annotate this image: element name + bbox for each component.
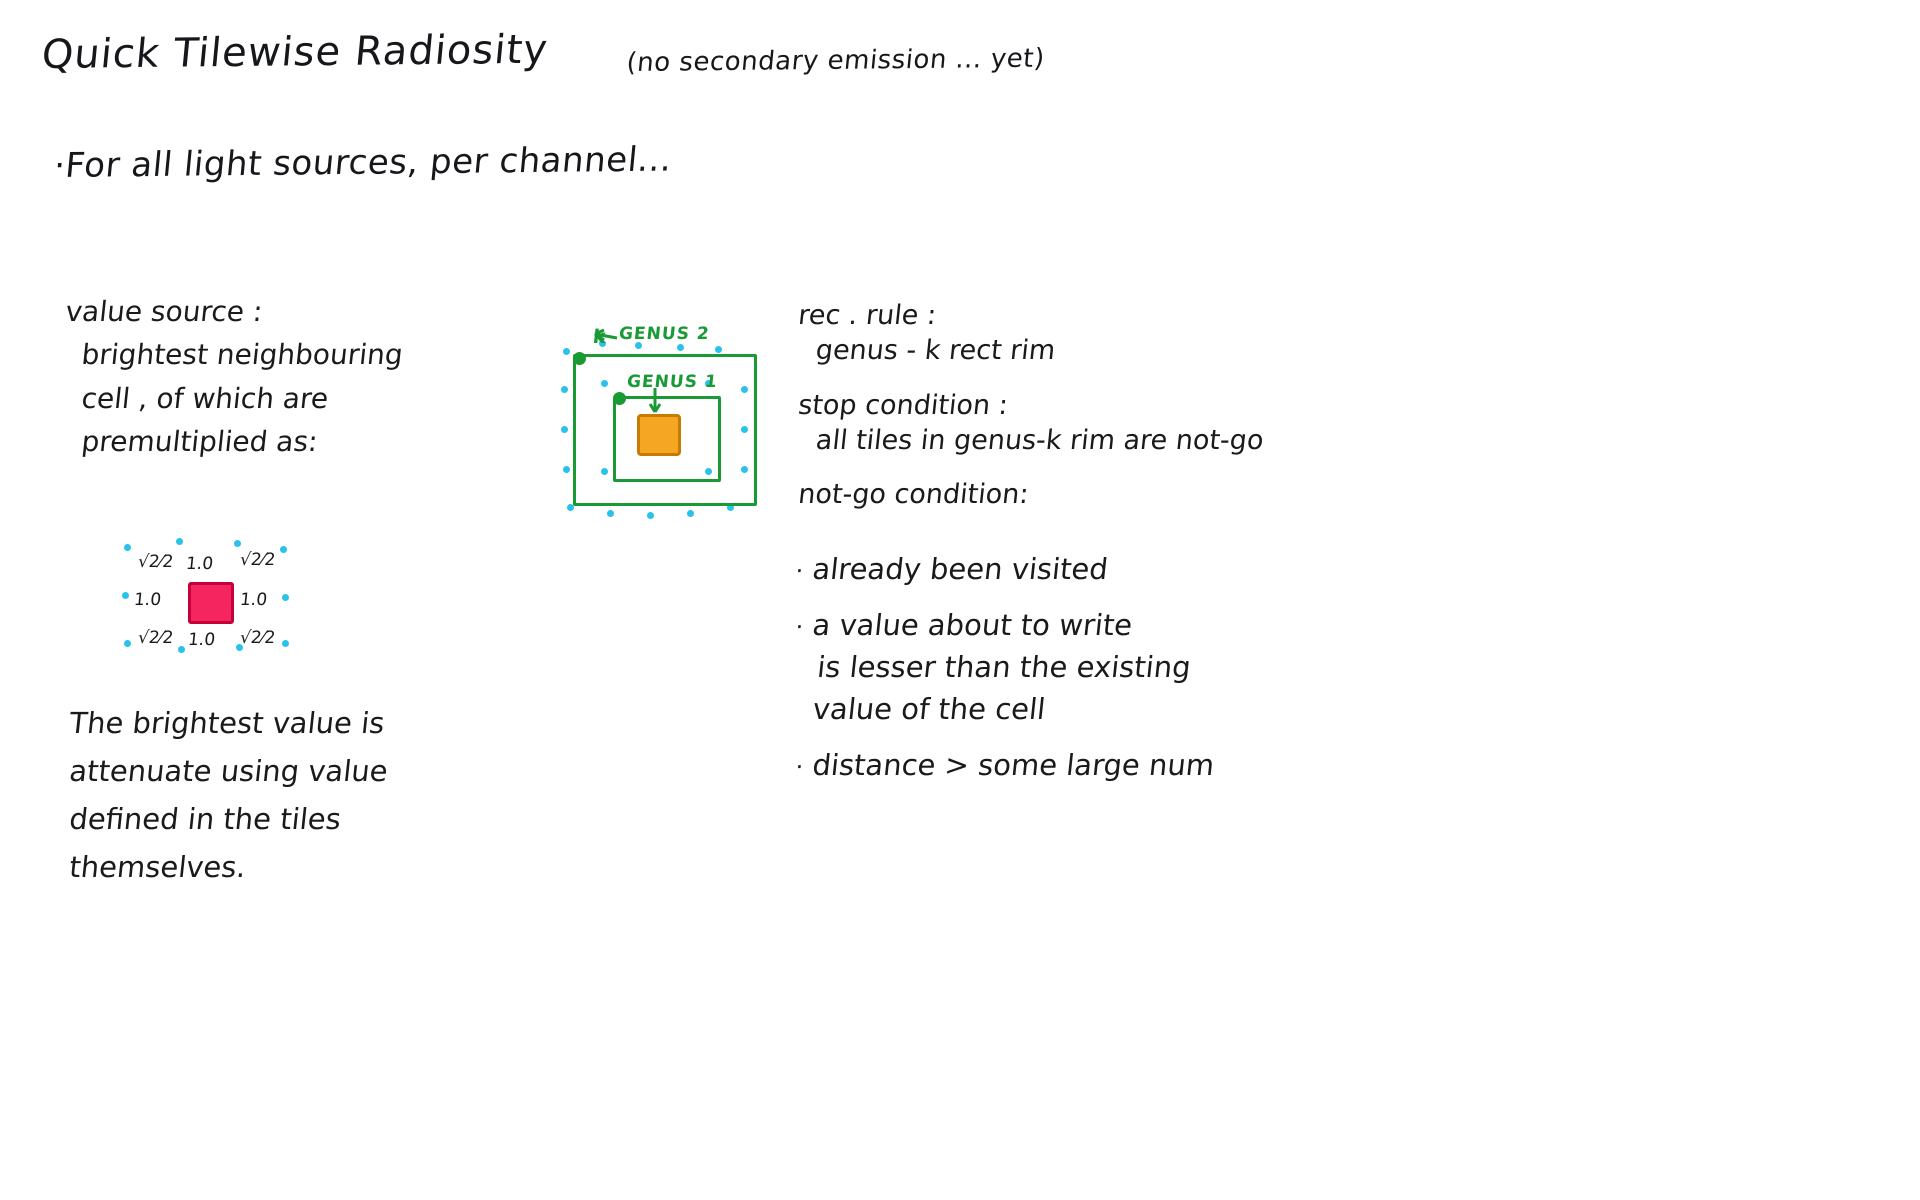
rec-rule-line: genus - k rect rim (814, 335, 1057, 366)
weight-se: √2⁄2 (238, 628, 277, 648)
page-title-parenthetical: (no secondary emission ... yet) (625, 43, 1047, 78)
k-arrow-label: k (591, 326, 607, 348)
cyan-dot (280, 546, 287, 553)
genus-2-anchor-dot (573, 352, 586, 365)
list-item (785, 604, 1458, 730)
list-item-text: distance > some large num (810, 748, 1216, 783)
genus-2-label: GENUS 2 (617, 324, 711, 344)
premultiplied-weights-diagram (130, 548, 290, 658)
cyan-dot (563, 466, 570, 473)
rules-block (796, 282, 1440, 510)
weight-nw: √2⁄2 (136, 552, 175, 572)
genus-1-anchor-dot (613, 392, 626, 405)
list-item (794, 548, 1458, 590)
cyan-dot (607, 510, 614, 517)
weight-sw: √2⁄2 (136, 628, 175, 648)
bullet-dot: · (794, 557, 805, 585)
page-title: Quick Tilewise Radiosity (39, 26, 551, 78)
value-source-heading: value source : (64, 295, 265, 328)
weight-w: 1.0 (132, 590, 163, 610)
cyan-dot (687, 510, 694, 517)
list-item-text-cont-1: is lesser than the existing (815, 650, 1193, 685)
paragraph-line-3: defined in the tiles (67, 801, 343, 836)
cyan-dot (563, 348, 570, 355)
cyan-dot (561, 386, 568, 393)
cyan-dot (282, 594, 289, 601)
value-source-line-3: premultiplied as: (80, 425, 320, 459)
cyan-dot (124, 640, 131, 647)
cyan-dot (561, 426, 568, 433)
value-source-block (64, 290, 488, 464)
paragraph-line-1: The brightest value is (67, 706, 387, 740)
list-item (794, 744, 1458, 786)
genus-rim-diagram (555, 320, 775, 540)
not-go-condition-list (794, 548, 1458, 800)
cyan-dot (122, 592, 129, 599)
center-cell-red (188, 582, 234, 624)
stop-condition-heading: stop condition : (796, 389, 1010, 421)
bullet-dot: · (794, 753, 805, 782)
genus-1-label: GENUS 1 (625, 372, 719, 392)
list-item-text-cont-2: value of the cell (811, 692, 1048, 727)
emitter-tile (637, 414, 681, 456)
paragraph-line-2: attenuate using value (67, 753, 390, 788)
brightest-value-paragraph (67, 700, 492, 891)
cyan-dot (178, 646, 185, 653)
subtitle-bullet: ·For all light sources, per channel... (52, 139, 674, 186)
list-item-text: a value about to write (810, 608, 1135, 643)
cyan-dot (647, 512, 654, 519)
weight-n: 1.0 (184, 554, 215, 574)
value-source-line-1: brightest neighbouring (80, 338, 405, 372)
cyan-dot (715, 346, 722, 353)
not-go-condition-heading: not-go condition: (796, 479, 1031, 510)
cyan-dot (282, 640, 289, 647)
paragraph-line-4: themselves. (67, 849, 248, 884)
value-source-line-2: cell , of which are (80, 381, 331, 415)
list-item-text: already been visited (810, 552, 1110, 586)
cyan-dot (234, 540, 241, 547)
stop-condition-line: all tiles in genus-k rim are not-go (814, 424, 1266, 456)
cyan-dot (677, 344, 684, 351)
bullet-dot: · (794, 613, 805, 642)
weight-s: 1.0 (186, 630, 217, 650)
cyan-dot (124, 544, 131, 551)
cyan-dot (176, 538, 183, 545)
weight-e: 1.0 (238, 590, 269, 610)
weight-ne: √2⁄2 (238, 550, 277, 570)
rec-rule-heading: rec . rule : (796, 300, 938, 331)
